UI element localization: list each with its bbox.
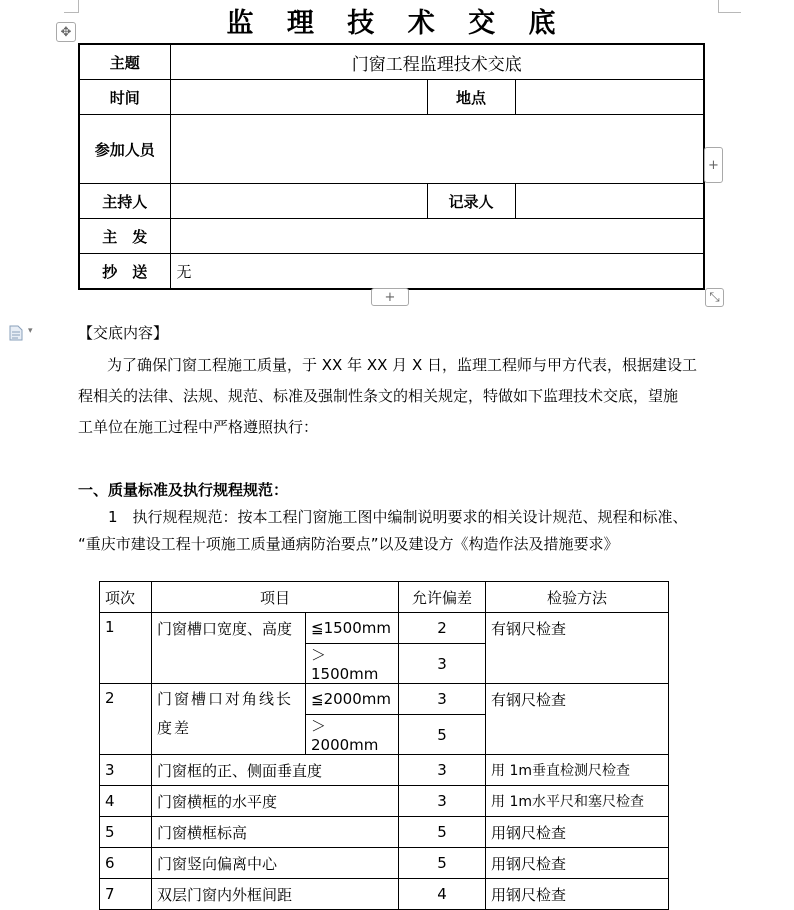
time-label: 时间 — [79, 80, 170, 115]
row-subrange: ＞2000mm — [306, 715, 399, 755]
row-item: 门窗横框的水平度 — [152, 786, 399, 817]
row-item: 门窗槽口宽度、高度 — [152, 613, 306, 684]
add-row-icon[interactable]: + — [371, 288, 409, 306]
row-number: 4 — [100, 786, 152, 817]
paragraph-format-icon[interactable] — [9, 325, 23, 341]
row-number: 1 — [100, 613, 152, 684]
row-tolerance: 3 — [399, 786, 486, 817]
participants-label: 参加人员 — [79, 115, 170, 184]
table-row — [100, 848, 669, 879]
section-heading: 一、质量标准及执行规程规范： — [78, 481, 289, 499]
chevron-down-icon[interactable]: ▾ — [28, 326, 33, 336]
row-number: 5 — [100, 817, 152, 848]
table-row — [100, 879, 669, 910]
host-label: 主持人 — [79, 184, 170, 219]
column-header-method: 检验方法 — [486, 582, 669, 613]
row-number: 3 — [100, 755, 152, 786]
intro-paragraph-line: 为了确保门窗工程施工质量，于 XX 年 XX 月 X 日，监理工程师与甲方代表，根据建设工 — [107, 356, 697, 374]
row-subrange: ≦2000mm — [306, 684, 399, 715]
column-header-no: 项次 — [100, 582, 152, 613]
row-tolerance: 2 — [399, 613, 486, 644]
table-resize-icon[interactable]: ⤡ — [705, 288, 724, 307]
row-method: 用钢尺检查 — [486, 879, 669, 910]
row-tolerance: 3 — [399, 644, 486, 684]
row-item: 门窗槽口对角线长度差 — [152, 684, 306, 755]
row-method: 用 1m垂直检测尺检查 — [486, 755, 669, 786]
copy-value[interactable]: 无 — [170, 254, 704, 290]
row-number: 7 — [100, 879, 152, 910]
table-row — [100, 817, 669, 848]
table-header-row — [100, 582, 669, 613]
subject-label: 主题 — [79, 44, 170, 80]
table-move-icon[interactable]: ✥ — [56, 22, 76, 42]
table-row — [100, 613, 669, 644]
issue-label: 主 发 — [79, 219, 170, 254]
add-column-icon[interactable]: + — [704, 147, 723, 183]
row-item: 双层门窗内外框间距 — [152, 879, 399, 910]
table-row — [79, 254, 704, 290]
column-header-tolerance: 允许偏差 — [399, 582, 486, 613]
column-header-item: 项目 — [152, 582, 399, 613]
intro-paragraph-line: 工单位在施工过程中严格遵照执行： — [78, 418, 319, 436]
row-tolerance: 3 — [399, 684, 486, 715]
row-tolerance: 3 — [399, 755, 486, 786]
row-method: 用钢尺检查 — [486, 848, 669, 879]
table-row — [79, 80, 704, 115]
row-item: 门窗横框标高 — [152, 817, 399, 848]
row-method: 用 1m水平尺和塞尺检查 — [486, 786, 669, 817]
recorder-label: 记录人 — [427, 184, 515, 219]
copy-label: 抄 送 — [79, 254, 170, 290]
table-row — [79, 115, 704, 184]
row-item: 门窗框的正、侧面垂直度 — [152, 755, 399, 786]
content-heading: 【交底内容】 — [78, 324, 169, 342]
table-row — [100, 786, 669, 817]
table-row — [79, 184, 704, 219]
table-row — [100, 684, 669, 715]
row-number: 6 — [100, 848, 152, 879]
row-tolerance: 5 — [399, 848, 486, 879]
issue-value[interactable] — [170, 219, 704, 254]
row-subrange: ＞1500mm — [306, 644, 399, 684]
intro-paragraph-line: 程相关的法律、法规、规范、标准及强制性条文的相关规定，特做如下监理技术交底，望施 — [78, 387, 679, 405]
table-row — [79, 44, 704, 80]
document-title: 监 理 技 术 交 底 — [226, 8, 568, 39]
host-value[interactable] — [170, 184, 427, 219]
tolerance-table — [99, 581, 669, 910]
row-tolerance: 5 — [399, 715, 486, 755]
row-method: 用钢尺检查 — [486, 817, 669, 848]
recorder-value[interactable] — [515, 184, 704, 219]
subject-value[interactable]: 门窗工程监理技术交底 — [170, 44, 704, 80]
participants-value[interactable] — [170, 115, 704, 184]
section-paragraph-line: “重庆市建设工程十项施工质量通病防治要点”以及建设方《构造作法及措施要求》 — [78, 535, 619, 553]
row-method: 有钢尺检查 — [486, 684, 669, 755]
table-row — [100, 755, 669, 786]
section-paragraph-line: 1 执行规程规范：按本工程门窗施工图中编制说明要求的相关设计规范、规程和标准、 — [108, 508, 688, 526]
row-item: 门窗竖向偏离中心 — [152, 848, 399, 879]
row-subrange: ≦1500mm — [306, 613, 399, 644]
meta-table — [78, 43, 705, 290]
place-value[interactable] — [515, 80, 704, 115]
row-tolerance: 4 — [399, 879, 486, 910]
row-tolerance: 5 — [399, 817, 486, 848]
table-row — [79, 219, 704, 254]
place-label: 地点 — [427, 80, 515, 115]
row-number: 2 — [100, 684, 152, 755]
row-method: 有钢尺检查 — [486, 613, 669, 684]
time-value[interactable] — [170, 80, 427, 115]
